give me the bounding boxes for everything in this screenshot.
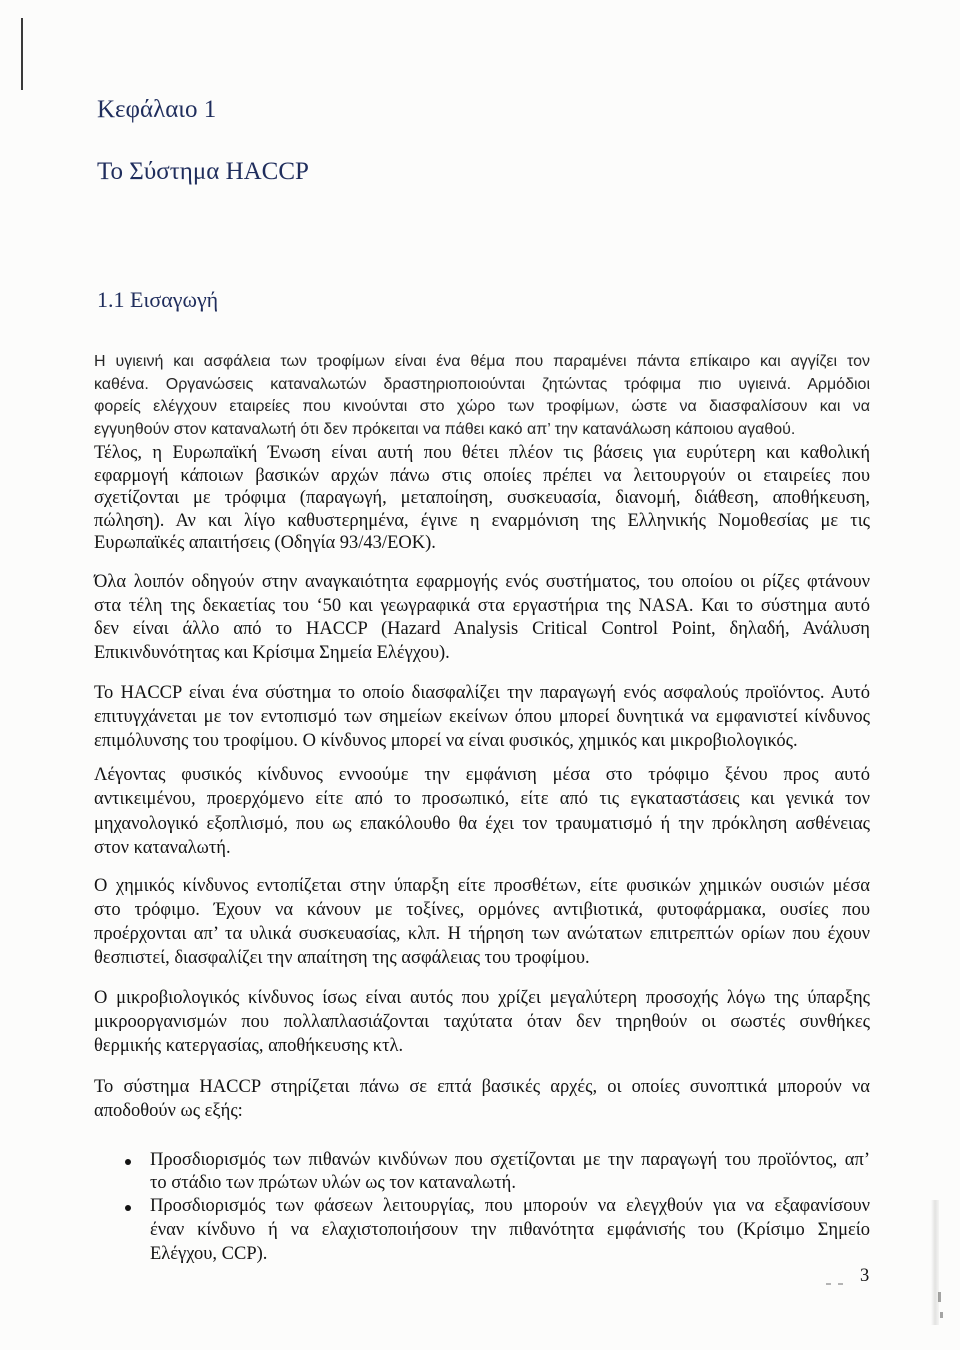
bullet-line: Ελέγχου, CCP). bbox=[150, 1244, 268, 1264]
bullet-line: Προσδιορισμός των πιθανών κινδύνων που σχετίζονται με την παραγωγή του προϊόντος, απ’ bbox=[150, 1150, 870, 1170]
bullet-line: Προσδιορισμός των φάσεων λειτουργίας, που μπορούν να ελεγχθούν για να εξαφανίσουν bbox=[150, 1196, 870, 1216]
paragraph-line: Επικινδυνότητας και Κρίσιμα Σημεία Ελέγχου). bbox=[94, 643, 450, 664]
scan-mark bbox=[838, 1283, 843, 1285]
paragraph-line: δεν είναι άλλο από το HACCP (Hazard Analysis Critical Control Point, δηλαδή, Ανάλυση bbox=[94, 619, 870, 640]
scan-edge-line bbox=[21, 18, 23, 90]
bullet-icon bbox=[125, 1159, 131, 1165]
scan-speck bbox=[940, 1312, 943, 1318]
paragraph bbox=[94, 571, 870, 666]
paragraph-line: Το σύστημα HACCP στηρίζεται πάνω σε επτά βασικές αρχές, οι οποίες συνοπτικά μπορούν να bbox=[94, 1077, 870, 1097]
scan-speck bbox=[938, 1292, 941, 1302]
paragraph-line: Ο μικροβιολογικός κίνδυνος ίσως είναι αυτός που χρίζει μεγαλύτερη προσοχής λόγω της ύπαρξης bbox=[94, 988, 870, 1008]
paragraph-line: πώληση). Αν και λίγο καθυστερημένα, έγινε η εναρμόνιση της Ελληνικής Νομοθεσίας με τις bbox=[94, 510, 870, 531]
paragraph bbox=[94, 1076, 870, 1123]
chapter-title: Το Σύστημα HACCP bbox=[97, 158, 309, 185]
paragraph-line: Το HACCP είναι ένα σύστημα το οποίο διασφαλίζει την παραγωγή ενός ασφαλούς προϊόντος. Αυτό bbox=[94, 683, 870, 703]
paragraph-line: προέρχονται απ’ τα υλικά συσκευασίας, κλπ. Η τήρηση των ανώτατων επιτρεπτών ορίων που έχουν bbox=[94, 924, 870, 944]
paragraph-line: Τέλος, η Ευρωπαϊκή Ένωση είναι αυτή που θέτει πλέον τις βάσεις για ευρύτερη και καθολική bbox=[94, 443, 870, 463]
paragraph-line: μικροοργανισμών που πολλαπλασιάζονται ταχύτατα όταν δεν τηρηθούν οι σωστές συνθήκες bbox=[94, 1012, 870, 1032]
paragraph-line: στον καταναλωτή. bbox=[94, 837, 231, 858]
paragraph-line: θεσπιστεί, διασφαλίζει την απαίτηση της ασφάλειας του τροφίμου. bbox=[94, 948, 590, 968]
scan-shadow bbox=[931, 1200, 939, 1325]
scan-mark bbox=[826, 1283, 831, 1285]
paragraph-line: αντικειμένου, προερχόμενο είτε από το προσωπικό, είτε από τις εγκαταστάσεις και γενικά τον bbox=[94, 789, 870, 810]
paragraph-line: αποδοθούν ως εξής: bbox=[94, 1100, 243, 1121]
paragraph-line: επιτυγχάνεται με τον εντοπισμό των σημείων εκείνων όπου μπορεί δυνητικά να εμφανιστεί κίνδυνος bbox=[94, 707, 870, 727]
page-number: 3 bbox=[860, 1266, 870, 1286]
paragraph-line: Λέγοντας φυσικός κίνδυνος εννοούμε την εμφάνιση μέσα στο τρόφιμο ξένου προς αυτό bbox=[94, 765, 870, 785]
section-heading: 1.1 Εισαγωγή bbox=[97, 287, 219, 312]
paragraph bbox=[94, 874, 870, 970]
paragraph bbox=[94, 351, 870, 441]
paragraph bbox=[94, 442, 870, 555]
paragraph-line: σχετίζονται με τρόφιμα (παραγωγή, μεταποίηση, συσκευασία, διανομή, διάθεση, αποθήκευση, bbox=[94, 488, 870, 509]
paragraph-line: εφαρμογή κάποιων βασικών αρχών πάνω στις οποίες πρέπει να λειτουργούν οι εταιρείες που bbox=[94, 465, 870, 486]
paragraph bbox=[94, 986, 870, 1058]
chapter-label: Κεφάλαιο 1 bbox=[97, 96, 217, 123]
paragraph bbox=[94, 763, 870, 860]
bullet-icon bbox=[125, 1205, 131, 1211]
bullet-text bbox=[150, 1149, 870, 1194]
bullet-line: έναν κίνδυνο ή να ελαχιστοποιήσουν την πιθανότητα εμφάνισής του (Κρίσιμο Σημείο bbox=[150, 1220, 870, 1240]
paragraph-line: θερμικής κατεργασίας, αποθήκευσης κτλ. bbox=[94, 1036, 404, 1056]
paragraph-line: στο τρόφιμο. Έχουν να κάνουν με τοξίνες, ορμόνες αντιβιοτικά, φυτοφάρμακα, ουσίες που bbox=[94, 900, 870, 920]
paragraph-line: επιμόλυνσης του τροφίμου. Ο κίνδυνος μπορεί να είναι φυσικός, χημικός και μικροβιολογικός. bbox=[94, 731, 798, 751]
paragraph-line: καθένα. Οργανώσεις καταναλωτών δραστηριοποιούνται ζητώντας τρόφιμα πιο υγιεινά. Αρμόδιοι bbox=[94, 375, 870, 393]
paragraph-line: Η υγιεινή και ασφάλεια των τροφίμων είναι ένα θέμα που παραμένει πάντα επίκαιρο και αγγίζει τον bbox=[94, 353, 870, 370]
bullet-line: το στάδιο των πρώτων υλών ως τον καταναλωτή. bbox=[150, 1172, 516, 1193]
paragraph-line: εγγυηθούν στον καταναλωτή ότι δεν πρόκειται να πάθει κακό απ’ την κατανάλωση κάποιου αγαθού. bbox=[94, 420, 796, 438]
paragraph-line: μηχανολογικό εξοπλισμό, που ως επακόλουθο θα έχει τον τραυματισμό ή την πρόκληση ασθένειας bbox=[94, 813, 870, 834]
paragraph-line: στα τέλη της δεκαετίας του ‘50 και γεωγραφικά στα εργαστήρια της NASA. Και το σύστημα αυτό bbox=[94, 595, 870, 616]
paragraph-line: Ο χημικός κίνδυνος εντοπίζεται στην ύπαρξη είτε προσθέτων, είτε φυσικών χημικών ουσιών μέσα bbox=[94, 876, 870, 896]
paragraph-line: Ευρωπαϊκές απαιτήσεις (Οδηγία 93/43/ΕΟΚ). bbox=[94, 533, 436, 554]
paragraph bbox=[94, 681, 870, 753]
paragraph-line: φορείς ελέγχουν εταιρείες που κινούνται στο χώρο των τροφίμων, ώστε να διασφαλίσουν και να bbox=[94, 398, 870, 416]
bullet-text bbox=[150, 1194, 870, 1266]
paragraph-line: Όλα λοιπόν οδηγούν στην αναγκαιότητα εφαρμογής ενός συστήματος, του οποίου οι ρίζες φτάνουν bbox=[94, 572, 870, 592]
